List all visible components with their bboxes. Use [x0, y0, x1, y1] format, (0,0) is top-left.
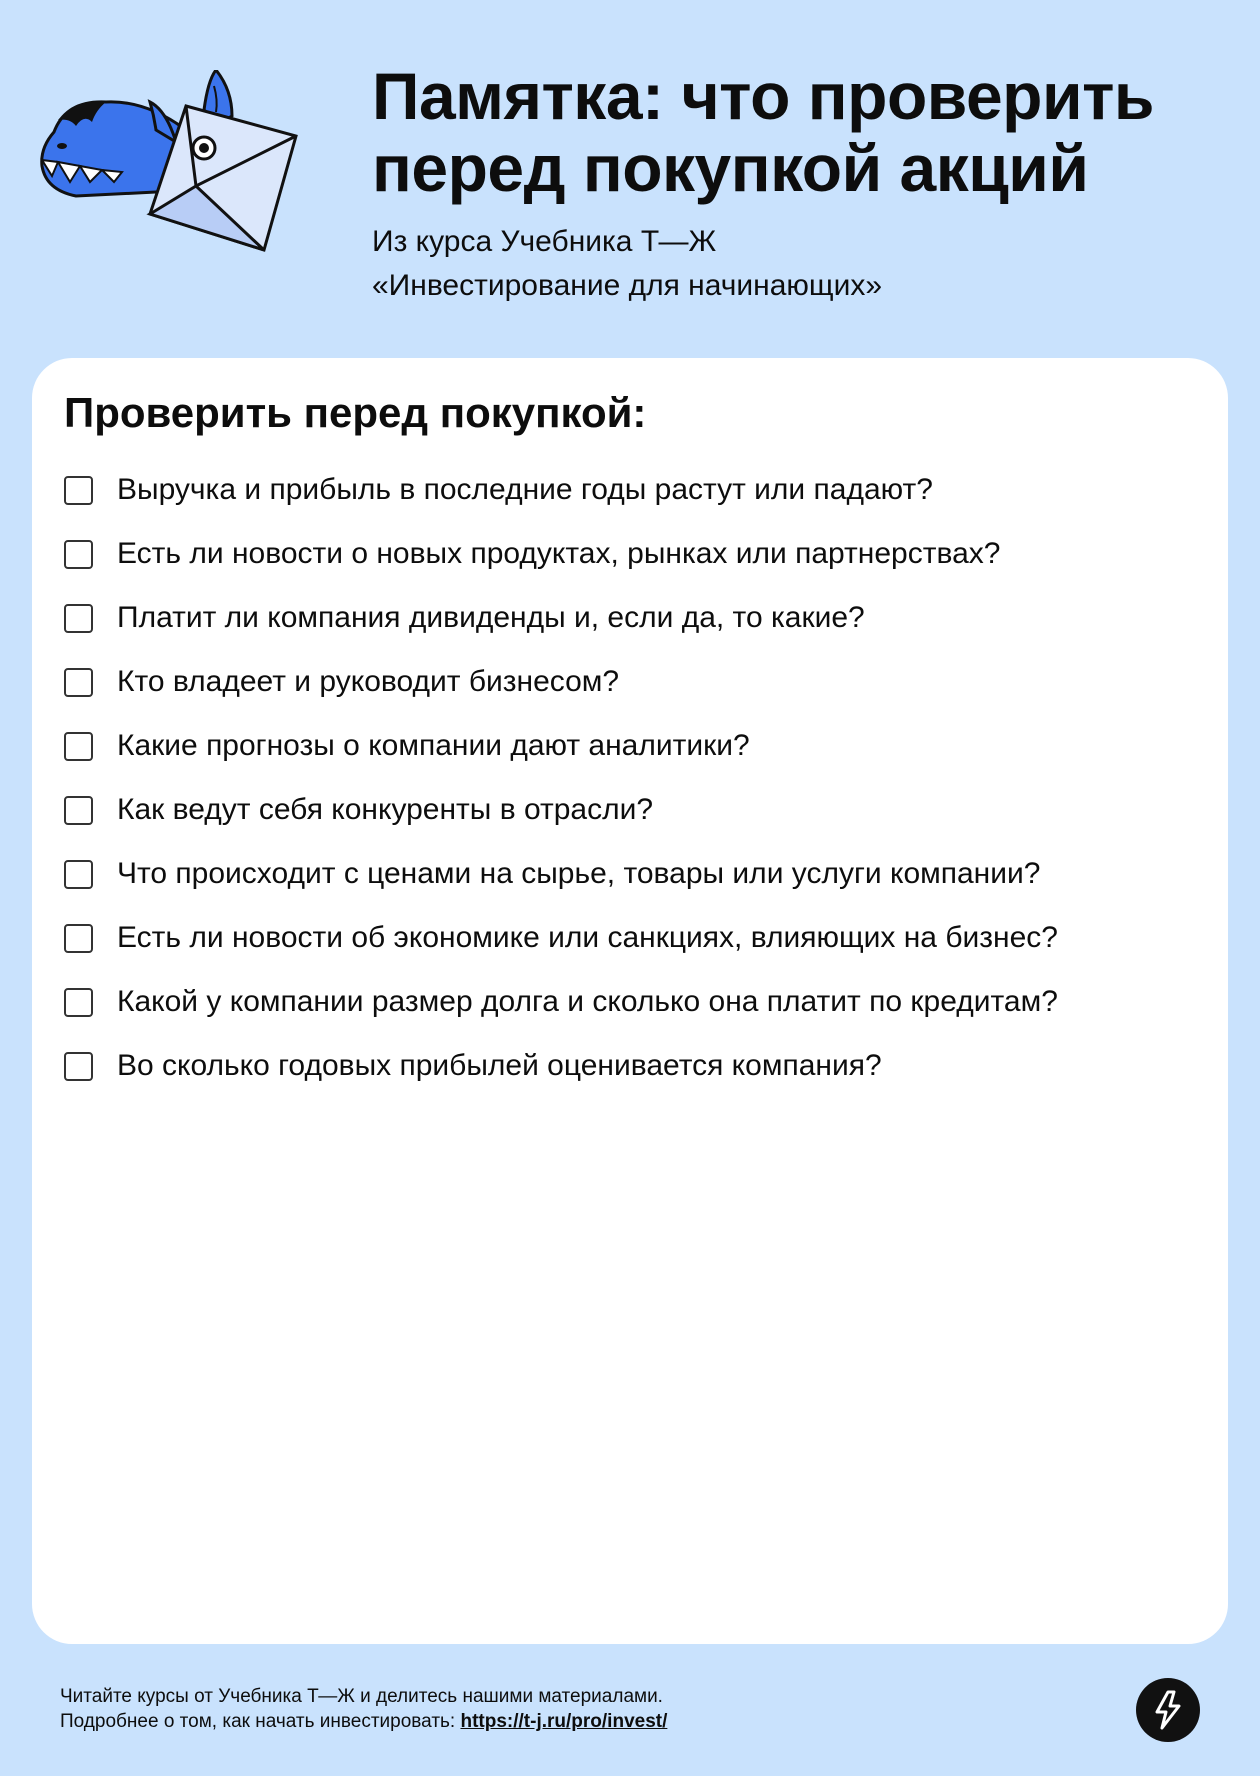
- checklist-item-label: Есть ли новости об экономике или санкциях, влияющих на бизнес?: [117, 921, 1058, 954]
- checkbox[interactable]: [64, 732, 93, 761]
- lightning-icon: [1151, 1690, 1185, 1730]
- checklist-item-label: Во сколько годовых прибылей оценивается компания?: [117, 1049, 882, 1082]
- invest-link[interactable]: https://t-j.ru/pro/invest/: [460, 1711, 668, 1732]
- checklist-item: [64, 522, 1204, 586]
- footer-line-2: [60, 1709, 667, 1734]
- checkbox[interactable]: [64, 476, 93, 505]
- subtitle-course-name: «Инвестирование для начинающих»: [372, 269, 883, 302]
- checklist: [64, 458, 1204, 1098]
- checklist-item: [64, 842, 1204, 906]
- checklist-item-label: Что происходит с ценами на сырье, товары или услуги компании?: [117, 857, 1041, 890]
- checklist-item-label: Какие прогнозы о компании дают аналитики?: [117, 729, 750, 762]
- checkbox[interactable]: [64, 796, 93, 825]
- checkbox[interactable]: [64, 860, 93, 889]
- checklist-item: [64, 906, 1204, 970]
- checklist-item: [64, 458, 1204, 522]
- checklist-card: [32, 358, 1228, 1644]
- checklist-item: [64, 778, 1204, 842]
- subtitle-course-source: Из курса Учебника Т—Ж: [372, 225, 717, 258]
- checklist-heading: Проверить перед покупкой:: [64, 389, 647, 436]
- checklist-item-label: Платит ли компания дивиденды и, если да, то какие?: [117, 601, 865, 634]
- checklist-item: [64, 586, 1204, 650]
- checklist-item: [64, 970, 1204, 1034]
- checklist-item-label: Есть ли новости о новых продуктах, рынках или партнерствах?: [117, 537, 1001, 570]
- checkbox[interactable]: [64, 1052, 93, 1081]
- checklist-item-label: Выручка и прибыль в последние годы растут или падают?: [117, 473, 933, 506]
- checkbox[interactable]: [64, 604, 93, 633]
- checklist-item-label: Кто владеет и руководит бизнесом?: [117, 665, 620, 698]
- checklist-item-label: Какой у компании размер долга и сколько она платит по кредитам?: [117, 985, 1058, 1018]
- footer-note: [60, 1684, 667, 1734]
- dinosaur-envelope-mascot-icon: [36, 70, 346, 290]
- lightning-logo-icon[interactable]: [1136, 1678, 1200, 1742]
- page-subtitle: [372, 220, 1232, 308]
- checklist-item: [64, 714, 1204, 778]
- footer-line-2-text: Подробнее о том, как начать инвестировать:: [60, 1711, 461, 1732]
- checklist-item: [64, 1034, 1204, 1098]
- footer-line-1: Читайте курсы от Учебника Т—Ж и делитесь нашими материалами.: [60, 1686, 663, 1707]
- page-title: Памятка: что проверить перед покупкой акций: [372, 59, 1154, 205]
- checkbox[interactable]: [64, 988, 93, 1017]
- checkbox[interactable]: [64, 924, 93, 953]
- checkbox[interactable]: [64, 540, 93, 569]
- checklist-item-label: Как ведут себя конкуренты в отрасли?: [117, 793, 654, 826]
- checklist-item: [64, 650, 1204, 714]
- checkbox[interactable]: [64, 668, 93, 697]
